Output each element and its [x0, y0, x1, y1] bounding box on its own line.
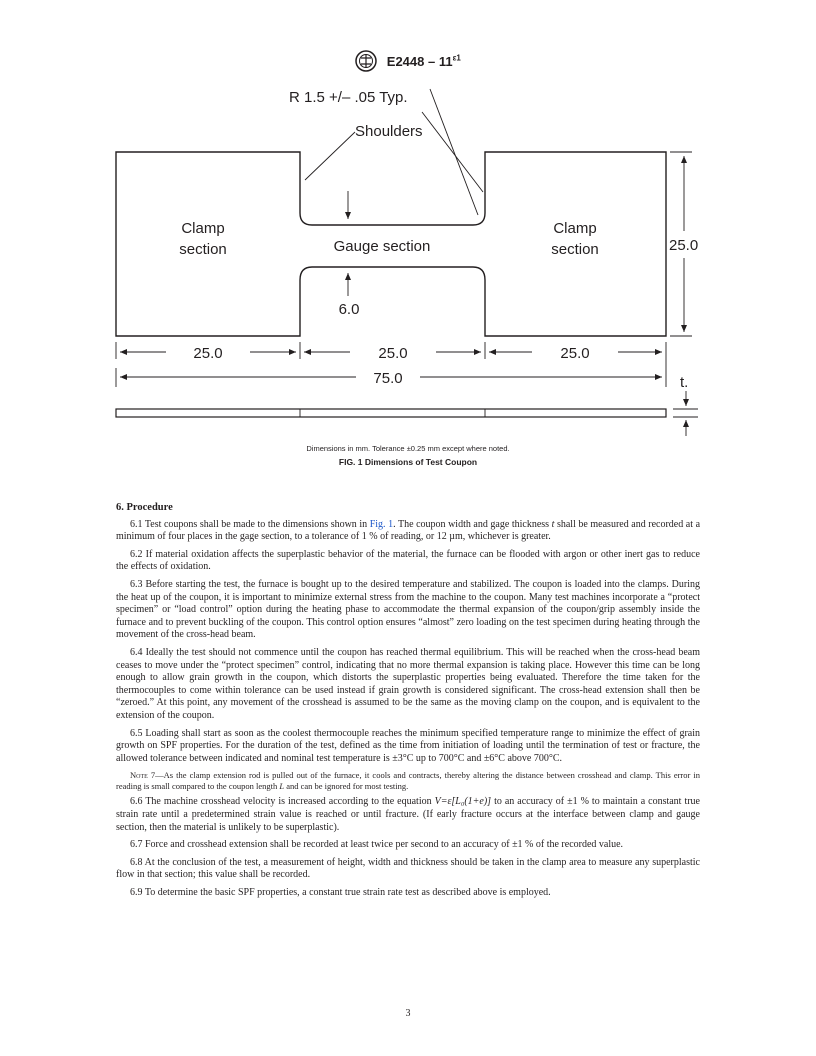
radius-note: R 1.5 +/– .05 Typ.: [289, 89, 408, 106]
paragraph-6-6: 6.6 The machine crosshead velocity is increased according to the equation V=ε̇[L₀(1+e)] to an accuracy of ±1 % to maintain a constant true strain rate until a predetermined strain value is reached or until fracture. (If early fracture occurs at the interface between clamp and gauge section, then the material is unlikely to be superplastic).: [116, 796, 700, 833]
thickness-label: t.: [680, 374, 689, 391]
paragraph-6-8: 6.8 At the conclusion of the test, a measurement of height, width and thickness should be taken in the clamp area to measure any superplastic flow in that section; this value shall be recorded.: [116, 856, 700, 881]
velocity-equation: V=ε̇[L₀(1+e)]: [434, 796, 492, 808]
section-title: 6. Procedure: [116, 502, 173, 513]
clamp-left-label-2: section: [179, 241, 227, 258]
clamp-left-length: 25.0: [193, 345, 223, 362]
clamp-right-label-1: Clamp: [553, 220, 597, 237]
clamp-left-label-1: Clamp: [181, 220, 225, 237]
gauge-section-label: Gauge section: [333, 238, 431, 255]
paragraph-6-1: 6.1 Test coupons shall be made to the dimensions shown in Fig. 1. The coupon width and gage thickness t shall be measured and recorded at a minimum of four places in the gage section, to a tolerance of 1 % of reading, or 12 µm, whichever is greater.: [116, 518, 701, 543]
edition-superscript: ε1: [452, 53, 461, 63]
paragraph-6-2: 6.2 If material oxidation affects the superplastic behavior of the material, the furnace can be flooded with argon or other inert gas to reduce the effects of oxidation.: [116, 548, 700, 573]
note-7: Note 7—As the clamp extension rod is pulled out of the furnace, it cools and contracts, thereby altering the distance between crosshead and clamp. This error in reading is small compared to the coupon length L and can be ignored for most testing.: [116, 770, 701, 791]
standard-designation: E2448 – 11: [386, 53, 453, 69]
document-header: [0, 50, 816, 75]
gauge-length: 25.0: [378, 345, 408, 362]
paragraph-6-5: 6.5 Loading shall start as soon as the coolest thermocouple reaches the minimum specified temperature range to minimize the effect of grain growth on SPF properties. For the duration of the test, defined as the time from initiation of loading until the termination of test or fracture, the allowed tolerance between indicated and nominal test temperature is ±3°C up to 700°C and ±6°C above 700°C.: [116, 727, 700, 764]
paragraph-6-3: 6.3 Before starting the test, the furnace is bought up to the desired temperature and stabilized. The coupon is loaded into the clamps. During the heat up of the coupon, it is important to minimize external stress from the machine to the coupon. Many test machines incorporate a “protect specimen” or “load control” option during the heating phase to accommodate the thermal expansion of the coupon/grip assembly inside the furnace and to prevent buckling of the coupon. This control option ensures “almost” zero loading on the test specimen during heating through the movement of the cross-head beam.: [116, 578, 700, 641]
height-dimension: 25.0: [669, 237, 699, 254]
paragraph-6-4: 6.4 Ideally the test should not commence until the coupon has reached thermal equilibrium. This will be reached when the cross-head beam ceases to move under the “protect specimen” control, indicating that no more thermal expansion is taking place. However this time can be long enough to allow grain growth in the coupon, which distorts the superplastic properties being evaluated. Therefore the time taken for the thermocouples to come within tolerance can be used instead if grain growth is considered significant. The cross-head extension shall then be “zeroed.” At this point, any movement of the crosshead is assumed to be the same as the moving clamp on the coupon, and is equivalent to the extension of the coupon.: [116, 646, 700, 721]
figure-caption: FIG. 1 Dimensions of Test Coupon: [338, 457, 478, 467]
total-length: 75.0: [373, 370, 403, 387]
paragraph-6-7: 6.7 Force and crosshead extension shall be recorded at least twice per second to an accuracy of ±1 % of the recorded value.: [130, 839, 624, 851]
clamp-right-label-2: section: [551, 241, 599, 258]
procedure-section: [116, 502, 700, 905]
astm-logo-icon: [355, 50, 377, 75]
shoulders-label: Shoulders: [355, 123, 423, 140]
figure-note: Dimensions in mm. Tolerance ±0.25 mm except where noted.: [306, 444, 510, 453]
fig-1-link[interactable]: Fig. 1: [369, 518, 394, 530]
coupon-figure: [100, 86, 710, 436]
gauge-width-dimension: 6.0: [338, 301, 360, 318]
page-number: 3: [405, 1008, 411, 1019]
clamp-right-length: 25.0: [560, 345, 590, 362]
paragraph-6-9: 6.9 To determine the basic SPF properties, a constant true strain rate test as described above is employed.: [130, 887, 551, 899]
